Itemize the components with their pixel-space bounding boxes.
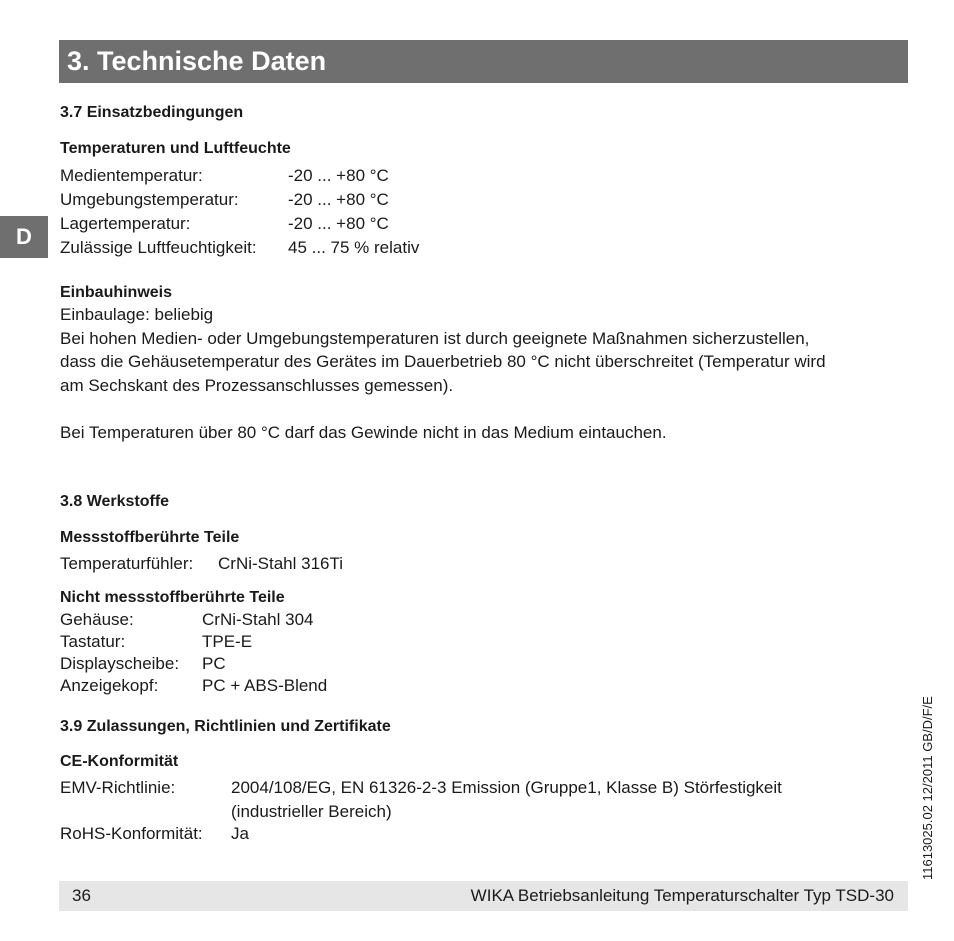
document-title: WIKA Betriebsanleitung Temperaturschalter Typ TSD-30 xyxy=(470,886,894,905)
spec-label: Temperaturfühler: xyxy=(60,554,194,573)
section-heading-3-8: 3.8 Werkstoffe xyxy=(60,493,170,510)
install-text-line: Einbaulage: beliebig xyxy=(60,305,214,324)
spec-label: Zulässige Luftfeuchtigkeit: xyxy=(60,238,257,257)
spec-label: Umgebungstemperatur: xyxy=(60,190,239,209)
spec-value: -20 ... +80 °C xyxy=(288,190,389,209)
spec-label: Anzeigekopf: xyxy=(60,676,159,695)
spec-value: -20 ... +80 °C xyxy=(288,214,389,233)
subheading-installation: Einbauhinweis xyxy=(60,284,173,301)
spec-value: -20 ... +80 °C xyxy=(288,166,389,185)
spec-value: (industrieller Bereich) xyxy=(231,802,392,821)
spec-value: TPE-E xyxy=(202,632,253,651)
spec-label: Displayscheibe: xyxy=(60,654,180,673)
section-heading-3-9: 3.9 Zulassungen, Richtlinien und Zertifikate xyxy=(60,718,391,735)
thread-note: Bei Temperaturen über 80 °C darf das Gewinde nicht in das Medium eintauchen. xyxy=(60,423,667,442)
subheading-non-wetted-parts: Nicht messstoffberührte Teile xyxy=(60,589,285,606)
spec-label: Medientemperatur: xyxy=(60,166,203,185)
language-tab: D xyxy=(0,216,48,258)
subheading-temperatures: Temperaturen und Luftfeuchte xyxy=(60,140,291,157)
spec-value: 2004/108/EG, EN 61326-2-3 Emission (Gruppe1, Klasse B) Störfestigkeit xyxy=(231,778,782,797)
spec-value: CrNi-Stahl 316Ti xyxy=(218,554,344,573)
install-text-line: am Sechskant des Prozessanschlusses gemessen). xyxy=(60,376,454,395)
section-heading-3-7: 3.7 Einsatzbedingungen xyxy=(60,104,244,121)
spec-label: Tastatur: xyxy=(60,632,126,651)
spec-value: Ja xyxy=(231,824,249,843)
page-footer xyxy=(59,881,908,911)
install-text-line: dass die Gehäusetemperatur des Gerätes im Dauerbetrieb 80 °C nicht überschreitet (Temperatur wird xyxy=(60,352,826,371)
chapter-title: 3. Technische Daten xyxy=(59,40,908,83)
spec-label: Gehäuse: xyxy=(60,610,134,629)
spec-value: PC xyxy=(202,654,226,673)
spec-value: PC + ABS-Blend xyxy=(202,676,328,695)
spec-label: RoHS-Konformität: xyxy=(60,824,203,843)
install-text-line: Bei hohen Medien- oder Umgebungstemperaturen ist durch geeignete Maßnahmen sicherzustellen, xyxy=(60,329,810,348)
spec-value: 45 ... 75 % relativ xyxy=(288,238,420,257)
subheading-wetted-parts: Messstoffberührte Teile xyxy=(60,529,240,546)
spec-value: CrNi-Stahl 304 xyxy=(202,610,314,629)
document-code: 11613025.02 12/2011 GB/D/F/E xyxy=(920,696,935,880)
page-number: 36 xyxy=(72,886,91,905)
subheading-ce-conformity: CE-Konformität xyxy=(60,753,179,770)
spec-label: Lagertemperatur: xyxy=(60,214,191,233)
spec-label: EMV-Richtlinie: xyxy=(60,778,176,797)
